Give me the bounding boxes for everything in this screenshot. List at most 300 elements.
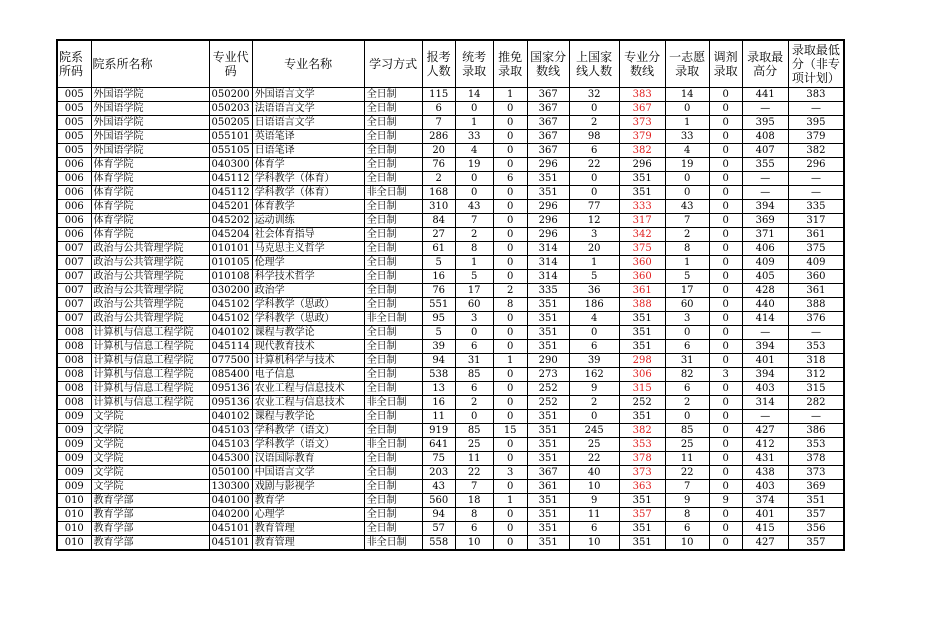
col-header-major-name: 专业名称 bbox=[252, 40, 364, 88]
cell-major-line: 373 bbox=[619, 466, 665, 480]
cell-major-line: 375 bbox=[619, 242, 665, 256]
cell-study-mode: 全日制 bbox=[364, 368, 422, 382]
cell-first-choice: 22 bbox=[665, 466, 709, 480]
cell-national-line: 351 bbox=[527, 298, 569, 312]
cell-major-name: 教育管理 bbox=[252, 522, 364, 536]
cell-major-line: 351 bbox=[619, 494, 665, 508]
cell-highest: 405 bbox=[742, 270, 788, 284]
cell-applicants: 558 bbox=[422, 536, 455, 551]
cell-dept-name: 外国语学院 bbox=[91, 130, 209, 144]
cell-above-line: 40 bbox=[569, 466, 619, 480]
cell-recommended: 0 bbox=[493, 228, 527, 242]
cell-lowest: 312 bbox=[788, 368, 844, 382]
cell-first-choice: 43 bbox=[665, 200, 709, 214]
cell-first-choice: 0 bbox=[665, 326, 709, 340]
cell-dept-code: 007 bbox=[57, 312, 91, 326]
cell-major-code: 045112 bbox=[209, 172, 252, 186]
table-row bbox=[57, 228, 844, 242]
cell-dept-code: 008 bbox=[57, 354, 91, 368]
cell-above-line: 0 bbox=[569, 102, 619, 116]
cell-dept-name: 计算机与信息工程学院 bbox=[91, 368, 209, 382]
cell-major-name: 马克思主义哲学 bbox=[252, 242, 364, 256]
cell-major-code: 055105 bbox=[209, 144, 252, 158]
cell-first-choice: 25 bbox=[665, 438, 709, 452]
cell-major-line: 351 bbox=[619, 326, 665, 340]
cell-national-line: 367 bbox=[527, 144, 569, 158]
cell-major-name: 学科教学（语文） bbox=[252, 424, 364, 438]
cell-transfer: 0 bbox=[709, 326, 742, 340]
cell-lowest: 383 bbox=[788, 88, 844, 102]
cell-national-line: 361 bbox=[527, 480, 569, 494]
cell-national-line: 351 bbox=[527, 508, 569, 522]
col-header-highest: 录取最高分 bbox=[742, 40, 788, 88]
table-row bbox=[57, 144, 844, 158]
table-row bbox=[57, 452, 844, 466]
cell-major-line: 351 bbox=[619, 536, 665, 551]
cell-applicants: 5 bbox=[422, 326, 455, 340]
col-header-transfer: 调剂录取 bbox=[709, 40, 742, 88]
cell-above-line: 20 bbox=[569, 242, 619, 256]
cell-lowest: 353 bbox=[788, 438, 844, 452]
cell-lowest: 351 bbox=[788, 494, 844, 508]
cell-exam-admitted: 6 bbox=[455, 522, 493, 536]
cell-applicants: 20 bbox=[422, 144, 455, 158]
cell-study-mode: 全日制 bbox=[364, 228, 422, 242]
cell-major-name: 科学技术哲学 bbox=[252, 270, 364, 284]
cell-applicants: 94 bbox=[422, 508, 455, 522]
table-row bbox=[57, 438, 844, 452]
cell-above-line: 3 bbox=[569, 228, 619, 242]
table-row bbox=[57, 382, 844, 396]
cell-recommended: 1 bbox=[493, 354, 527, 368]
cell-exam-admitted: 43 bbox=[455, 200, 493, 214]
cell-major-code: 010108 bbox=[209, 270, 252, 284]
cell-study-mode: 全日制 bbox=[364, 130, 422, 144]
cell-national-line: 252 bbox=[527, 382, 569, 396]
cell-dept-code: 008 bbox=[57, 396, 91, 410]
cell-recommended: 0 bbox=[493, 242, 527, 256]
cell-major-line: 363 bbox=[619, 480, 665, 494]
cell-major-code: 045112 bbox=[209, 186, 252, 200]
cell-transfer: 0 bbox=[709, 480, 742, 494]
cell-recommended: 0 bbox=[493, 340, 527, 354]
table-row bbox=[57, 88, 844, 102]
cell-exam-admitted: 17 bbox=[455, 284, 493, 298]
cell-recommended: 1 bbox=[493, 494, 527, 508]
cell-dept-name: 体育学院 bbox=[91, 200, 209, 214]
cell-first-choice: 6 bbox=[665, 340, 709, 354]
cell-lowest: 382 bbox=[788, 144, 844, 158]
cell-dept-code: 010 bbox=[57, 508, 91, 522]
cell-highest: 401 bbox=[742, 354, 788, 368]
cell-highest: 440 bbox=[742, 298, 788, 312]
cell-recommended: 0 bbox=[493, 200, 527, 214]
cell-exam-admitted: 2 bbox=[455, 228, 493, 242]
table-row bbox=[57, 396, 844, 410]
cell-first-choice: 6 bbox=[665, 522, 709, 536]
cell-major-line: 367 bbox=[619, 102, 665, 116]
cell-dept-code: 010 bbox=[57, 536, 91, 551]
cell-lowest: 315 bbox=[788, 382, 844, 396]
cell-above-line: 12 bbox=[569, 214, 619, 228]
cell-above-line: 4 bbox=[569, 312, 619, 326]
cell-major-name: 计算机科学与技术 bbox=[252, 354, 364, 368]
table-row bbox=[57, 368, 844, 382]
cell-major-code: 040102 bbox=[209, 410, 252, 424]
cell-highest: 407 bbox=[742, 144, 788, 158]
cell-applicants: 115 bbox=[422, 88, 455, 102]
cell-applicants: 76 bbox=[422, 284, 455, 298]
cell-applicants: 84 bbox=[422, 214, 455, 228]
cell-recommended: 2 bbox=[493, 284, 527, 298]
cell-above-line: 10 bbox=[569, 480, 619, 494]
cell-major-line: 357 bbox=[619, 508, 665, 522]
cell-dept-code: 009 bbox=[57, 424, 91, 438]
cell-major-name: 伦理学 bbox=[252, 256, 364, 270]
cell-above-line: 0 bbox=[569, 186, 619, 200]
cell-dept-name: 政治与公共管理学院 bbox=[91, 256, 209, 270]
cell-study-mode: 全日制 bbox=[364, 326, 422, 340]
cell-dept-name: 体育学院 bbox=[91, 214, 209, 228]
cell-first-choice: 5 bbox=[665, 270, 709, 284]
cell-dept-name: 教育学部 bbox=[91, 508, 209, 522]
cell-national-line: 351 bbox=[527, 340, 569, 354]
cell-above-line: 186 bbox=[569, 298, 619, 312]
cell-lowest: 360 bbox=[788, 270, 844, 284]
cell-lowest: 317 bbox=[788, 214, 844, 228]
cell-study-mode: 非全日制 bbox=[364, 186, 422, 200]
cell-national-line: 351 bbox=[527, 522, 569, 536]
cell-exam-admitted: 0 bbox=[455, 186, 493, 200]
cell-study-mode: 全日制 bbox=[364, 256, 422, 270]
cell-highest: 403 bbox=[742, 382, 788, 396]
cell-first-choice: 9 bbox=[665, 494, 709, 508]
cell-major-code: 077500 bbox=[209, 354, 252, 368]
cell-national-line: 351 bbox=[527, 452, 569, 466]
cell-recommended: 0 bbox=[493, 270, 527, 284]
cell-highest: 412 bbox=[742, 438, 788, 452]
cell-national-line: 273 bbox=[527, 368, 569, 382]
cell-major-line: 361 bbox=[619, 284, 665, 298]
cell-lowest: 356 bbox=[788, 522, 844, 536]
cell-major-code: 045202 bbox=[209, 214, 252, 228]
cell-transfer: 0 bbox=[709, 284, 742, 298]
cell-major-name: 社会体育指导 bbox=[252, 228, 364, 242]
cell-transfer: 0 bbox=[709, 172, 742, 186]
cell-first-choice: 7 bbox=[665, 214, 709, 228]
cell-highest: 371 bbox=[742, 228, 788, 242]
cell-dept-code: 007 bbox=[57, 270, 91, 284]
cell-applicants: 61 bbox=[422, 242, 455, 256]
cell-first-choice: 8 bbox=[665, 508, 709, 522]
cell-highest: 406 bbox=[742, 242, 788, 256]
cell-dept-code: 009 bbox=[57, 410, 91, 424]
cell-above-line: 6 bbox=[569, 340, 619, 354]
cell-major-line: 378 bbox=[619, 452, 665, 466]
cell-recommended: 0 bbox=[493, 116, 527, 130]
cell-major-line: 306 bbox=[619, 368, 665, 382]
cell-first-choice: 0 bbox=[665, 186, 709, 200]
cell-dept-code: 008 bbox=[57, 368, 91, 382]
table-row bbox=[57, 480, 844, 494]
cell-highest: 409 bbox=[742, 256, 788, 270]
cell-recommended: 0 bbox=[493, 396, 527, 410]
cell-lowest: 395 bbox=[788, 116, 844, 130]
cell-transfer: 0 bbox=[709, 298, 742, 312]
cell-major-line: 315 bbox=[619, 382, 665, 396]
cell-major-name: 教育学 bbox=[252, 494, 364, 508]
cell-recommended: 8 bbox=[493, 298, 527, 312]
cell-exam-admitted: 31 bbox=[455, 354, 493, 368]
cell-first-choice: 0 bbox=[665, 410, 709, 424]
cell-major-code: 045204 bbox=[209, 228, 252, 242]
cell-highest: 374 bbox=[742, 494, 788, 508]
cell-study-mode: 全日制 bbox=[364, 102, 422, 116]
cell-national-line: 367 bbox=[527, 88, 569, 102]
cell-recommended: 0 bbox=[493, 382, 527, 396]
cell-study-mode: 全日制 bbox=[364, 116, 422, 130]
table-row bbox=[57, 424, 844, 438]
cell-major-line: 373 bbox=[619, 116, 665, 130]
cell-above-line: 25 bbox=[569, 438, 619, 452]
cell-transfer: 0 bbox=[709, 242, 742, 256]
cell-dept-code: 005 bbox=[57, 130, 91, 144]
cell-major-line: 383 bbox=[619, 88, 665, 102]
col-header-applicants: 报考人数 bbox=[422, 40, 455, 88]
cell-first-choice: 17 bbox=[665, 284, 709, 298]
cell-study-mode: 全日制 bbox=[364, 480, 422, 494]
cell-dept-name: 体育学院 bbox=[91, 186, 209, 200]
cell-major-code: 050205 bbox=[209, 116, 252, 130]
cell-exam-admitted: 0 bbox=[455, 102, 493, 116]
cell-dept-code: 006 bbox=[57, 158, 91, 172]
cell-national-line: 314 bbox=[527, 242, 569, 256]
cell-national-line: 367 bbox=[527, 116, 569, 130]
cell-major-name: 学科教学（语文） bbox=[252, 438, 364, 452]
cell-above-line: 1 bbox=[569, 256, 619, 270]
cell-national-line: 367 bbox=[527, 102, 569, 116]
cell-applicants: 11 bbox=[422, 410, 455, 424]
cell-applicants: 43 bbox=[422, 480, 455, 494]
cell-above-line: 32 bbox=[569, 88, 619, 102]
cell-recommended: 6 bbox=[493, 172, 527, 186]
cell-highest: — bbox=[742, 326, 788, 340]
cell-transfer: 0 bbox=[709, 214, 742, 228]
cell-dept-name: 外国语学院 bbox=[91, 116, 209, 130]
cell-recommended: 0 bbox=[493, 256, 527, 270]
cell-recommended: 15 bbox=[493, 424, 527, 438]
cell-major-line: 351 bbox=[619, 312, 665, 326]
cell-exam-admitted: 11 bbox=[455, 452, 493, 466]
cell-lowest: — bbox=[788, 410, 844, 424]
cell-dept-code: 009 bbox=[57, 466, 91, 480]
cell-major-code: 045201 bbox=[209, 200, 252, 214]
cell-national-line: 367 bbox=[527, 130, 569, 144]
cell-highest: 427 bbox=[742, 424, 788, 438]
cell-dept-name: 政治与公共管理学院 bbox=[91, 270, 209, 284]
cell-major-code: 055101 bbox=[209, 130, 252, 144]
table-row bbox=[57, 130, 844, 144]
cell-dept-code: 007 bbox=[57, 256, 91, 270]
cell-transfer: 0 bbox=[709, 396, 742, 410]
cell-exam-admitted: 1 bbox=[455, 116, 493, 130]
cell-above-line: 36 bbox=[569, 284, 619, 298]
table-row bbox=[57, 270, 844, 284]
cell-lowest: 296 bbox=[788, 158, 844, 172]
cell-highest: 314 bbox=[742, 396, 788, 410]
cell-first-choice: 10 bbox=[665, 536, 709, 551]
cell-first-choice: 0 bbox=[665, 102, 709, 116]
cell-dept-code: 005 bbox=[57, 144, 91, 158]
cell-lowest: 361 bbox=[788, 228, 844, 242]
cell-dept-code: 005 bbox=[57, 88, 91, 102]
cell-recommended: 0 bbox=[493, 130, 527, 144]
cell-national-line: 314 bbox=[527, 256, 569, 270]
cell-transfer: 0 bbox=[709, 312, 742, 326]
table-row bbox=[57, 284, 844, 298]
table-row bbox=[57, 410, 844, 424]
header-row bbox=[57, 40, 844, 88]
cell-dept-code: 006 bbox=[57, 228, 91, 242]
cell-first-choice: 33 bbox=[665, 130, 709, 144]
cell-major-code: 045101 bbox=[209, 536, 252, 551]
cell-highest: — bbox=[742, 186, 788, 200]
cell-study-mode: 全日制 bbox=[364, 242, 422, 256]
cell-applicants: 168 bbox=[422, 186, 455, 200]
table-row bbox=[57, 522, 844, 536]
table-row bbox=[57, 200, 844, 214]
cell-major-name: 戏剧与影视学 bbox=[252, 480, 364, 494]
cell-major-name: 汉语国际教育 bbox=[252, 452, 364, 466]
cell-transfer: 0 bbox=[709, 270, 742, 284]
cell-study-mode: 全日制 bbox=[364, 144, 422, 158]
cell-highest: 441 bbox=[742, 88, 788, 102]
cell-exam-admitted: 60 bbox=[455, 298, 493, 312]
cell-major-name: 中国语言文学 bbox=[252, 466, 364, 480]
cell-dept-name: 文学院 bbox=[91, 410, 209, 424]
cell-major-line: 317 bbox=[619, 214, 665, 228]
cell-major-code: 045101 bbox=[209, 522, 252, 536]
cell-highest: 401 bbox=[742, 508, 788, 522]
cell-highest: 414 bbox=[742, 312, 788, 326]
cell-lowest: 282 bbox=[788, 396, 844, 410]
cell-recommended: 0 bbox=[493, 102, 527, 116]
table-row bbox=[57, 116, 844, 130]
cell-major-line: 360 bbox=[619, 270, 665, 284]
cell-study-mode: 全日制 bbox=[364, 200, 422, 214]
cell-exam-admitted: 3 bbox=[455, 312, 493, 326]
cell-national-line: 252 bbox=[527, 396, 569, 410]
cell-applicants: 551 bbox=[422, 298, 455, 312]
cell-recommended: 1 bbox=[493, 88, 527, 102]
col-header-lowest: 录取最低分（非专项计划） bbox=[788, 40, 844, 88]
cell-applicants: 94 bbox=[422, 354, 455, 368]
cell-major-name: 运动训练 bbox=[252, 214, 364, 228]
table-row bbox=[57, 256, 844, 270]
cell-major-line: 382 bbox=[619, 144, 665, 158]
cell-study-mode: 全日制 bbox=[364, 88, 422, 102]
cell-first-choice: 85 bbox=[665, 424, 709, 438]
cell-exam-admitted: 19 bbox=[455, 158, 493, 172]
cell-dept-code: 009 bbox=[57, 452, 91, 466]
cell-applicants: 76 bbox=[422, 158, 455, 172]
cell-applicants: 5 bbox=[422, 256, 455, 270]
cell-above-line: 77 bbox=[569, 200, 619, 214]
cell-recommended: 0 bbox=[493, 312, 527, 326]
cell-major-name: 现代教育技术 bbox=[252, 340, 364, 354]
cell-national-line: 314 bbox=[527, 270, 569, 284]
cell-exam-admitted: 18 bbox=[455, 494, 493, 508]
cell-major-name: 日语笔译 bbox=[252, 144, 364, 158]
cell-major-line: 353 bbox=[619, 438, 665, 452]
cell-recommended: 0 bbox=[493, 480, 527, 494]
cell-national-line: 296 bbox=[527, 214, 569, 228]
cell-major-code: 045103 bbox=[209, 424, 252, 438]
cell-recommended: 0 bbox=[493, 368, 527, 382]
cell-transfer: 0 bbox=[709, 466, 742, 480]
cell-exam-admitted: 7 bbox=[455, 214, 493, 228]
cell-major-name: 体育教学 bbox=[252, 200, 364, 214]
cell-major-line: 388 bbox=[619, 298, 665, 312]
cell-dept-code: 007 bbox=[57, 242, 91, 256]
cell-national-line: 351 bbox=[527, 536, 569, 551]
cell-lowest: 373 bbox=[788, 466, 844, 480]
cell-first-choice: 1 bbox=[665, 116, 709, 130]
cell-transfer: 0 bbox=[709, 116, 742, 130]
cell-dept-name: 政治与公共管理学院 bbox=[91, 312, 209, 326]
cell-recommended: 0 bbox=[493, 158, 527, 172]
cell-dept-name: 教育学部 bbox=[91, 522, 209, 536]
cell-national-line: 296 bbox=[527, 228, 569, 242]
cell-lowest: 388 bbox=[788, 298, 844, 312]
cell-transfer: 0 bbox=[709, 158, 742, 172]
cell-lowest: 386 bbox=[788, 424, 844, 438]
table-row bbox=[57, 536, 844, 551]
cell-applicants: 538 bbox=[422, 368, 455, 382]
cell-recommended: 0 bbox=[493, 522, 527, 536]
cell-dept-code: 006 bbox=[57, 186, 91, 200]
table-row bbox=[57, 242, 844, 256]
cell-study-mode: 全日制 bbox=[364, 452, 422, 466]
cell-national-line: 351 bbox=[527, 410, 569, 424]
cell-transfer: 0 bbox=[709, 452, 742, 466]
cell-study-mode: 非全日制 bbox=[364, 438, 422, 452]
cell-study-mode: 全日制 bbox=[364, 424, 422, 438]
cell-major-name: 体育学 bbox=[252, 158, 364, 172]
cell-recommended: 0 bbox=[493, 186, 527, 200]
cell-study-mode: 非全日制 bbox=[364, 536, 422, 551]
cell-transfer: 0 bbox=[709, 382, 742, 396]
cell-major-name: 课程与教学论 bbox=[252, 410, 364, 424]
cell-major-code: 095136 bbox=[209, 382, 252, 396]
cell-applicants: 13 bbox=[422, 382, 455, 396]
cell-major-name: 外国语言文学 bbox=[252, 88, 364, 102]
cell-dept-name: 政治与公共管理学院 bbox=[91, 242, 209, 256]
cell-study-mode: 非全日制 bbox=[364, 312, 422, 326]
cell-applicants: 57 bbox=[422, 522, 455, 536]
cell-highest: 394 bbox=[742, 340, 788, 354]
cell-study-mode: 全日制 bbox=[364, 354, 422, 368]
col-header-dept-name: 院系所名称 bbox=[91, 40, 209, 88]
cell-lowest: 353 bbox=[788, 340, 844, 354]
cell-transfer: 0 bbox=[709, 424, 742, 438]
cell-highest: — bbox=[742, 172, 788, 186]
cell-above-line: 2 bbox=[569, 116, 619, 130]
cell-study-mode: 全日制 bbox=[364, 466, 422, 480]
cell-national-line: 290 bbox=[527, 354, 569, 368]
table-row bbox=[57, 312, 844, 326]
cell-dept-name: 体育学院 bbox=[91, 228, 209, 242]
